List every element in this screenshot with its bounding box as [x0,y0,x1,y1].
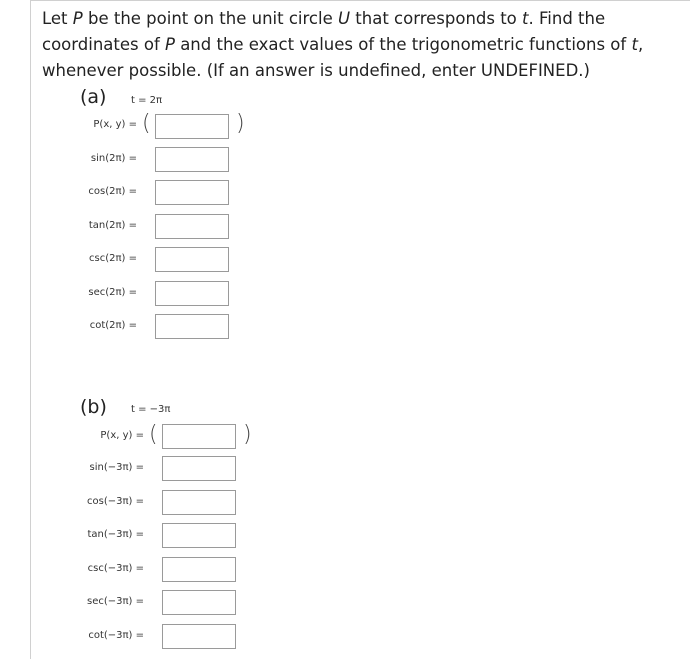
part-a-point-label: P(x, y) = [93,119,137,130]
var-u: U [337,9,351,28]
part-b-t-value: t = −3π [131,404,171,415]
close-paren: ) [243,422,252,447]
part-a-cos-input[interactable] [155,180,229,205]
var-p: P [165,35,175,54]
part-b-tan-label: tan(−3π) = [87,529,144,540]
part-a-tan-input[interactable] [155,214,229,239]
question-line-1 [42,6,682,32]
open-paren: ( [149,422,158,447]
part-a-sec-input[interactable] [155,281,229,306]
part-b-sin-input[interactable] [162,456,236,481]
part-b-cos-input[interactable] [162,490,236,515]
part-b-sec-label: sec(−3π) = [87,596,144,607]
text-segment: , [637,35,644,54]
part-b-sec-input[interactable] [162,590,236,615]
part-a-label: (a) [80,86,107,108]
open-paren: ( [142,111,151,136]
var-p: P [72,9,83,28]
text-segment: coordinates of [42,35,165,54]
close-paren: ) [236,111,245,136]
question-line-2 [42,32,682,58]
part-a-sin-input[interactable] [155,147,229,172]
part-b-csc-input[interactable] [162,557,236,582]
part-b-sin-label: sin(−3π) = [89,462,144,473]
part-a-cot-input[interactable] [155,314,229,339]
part-a-t-value: t = 2π [131,95,163,106]
part-b-cot-input[interactable] [162,624,236,649]
part-a-csc-input[interactable] [155,247,229,272]
text-segment: and the exact values of the trigonometric functions of [174,35,632,54]
part-b-label: (b) [80,396,107,418]
part-b-cot-label: cot(−3π) = [88,630,144,641]
text-segment: Let [42,9,73,28]
question-line-3: whenever possible. (If an answer is undefined, enter UNDEFINED.) [42,61,590,80]
part-b-tan-input[interactable] [162,523,236,548]
part-a-sin-label: sin(2π) = [90,153,137,164]
part-a-cot-label: cot(2π) = [89,320,137,331]
text-segment: be the point on the unit circle [82,9,338,28]
part-b-cos-label: cos(−3π) = [87,496,144,507]
var-t: t [631,35,638,54]
part-a-cos-label: cos(2π) = [88,186,137,197]
part-a-tan-label: tan(2π) = [88,220,137,231]
part-b-csc-label: csc(−3π) = [87,563,144,574]
part-a-point-input[interactable] [155,114,229,139]
text-segment: . Find the [528,9,606,28]
question-text [42,6,682,84]
part-b-point-label: P(x, y) = [100,430,144,441]
text-segment: that corresponds to [350,9,523,28]
var-t: t [522,9,529,28]
part-a-csc-label: csc(2π) = [89,253,137,264]
part-b-point-input[interactable] [162,424,236,449]
part-a-sec-label: sec(2π) = [88,287,137,298]
